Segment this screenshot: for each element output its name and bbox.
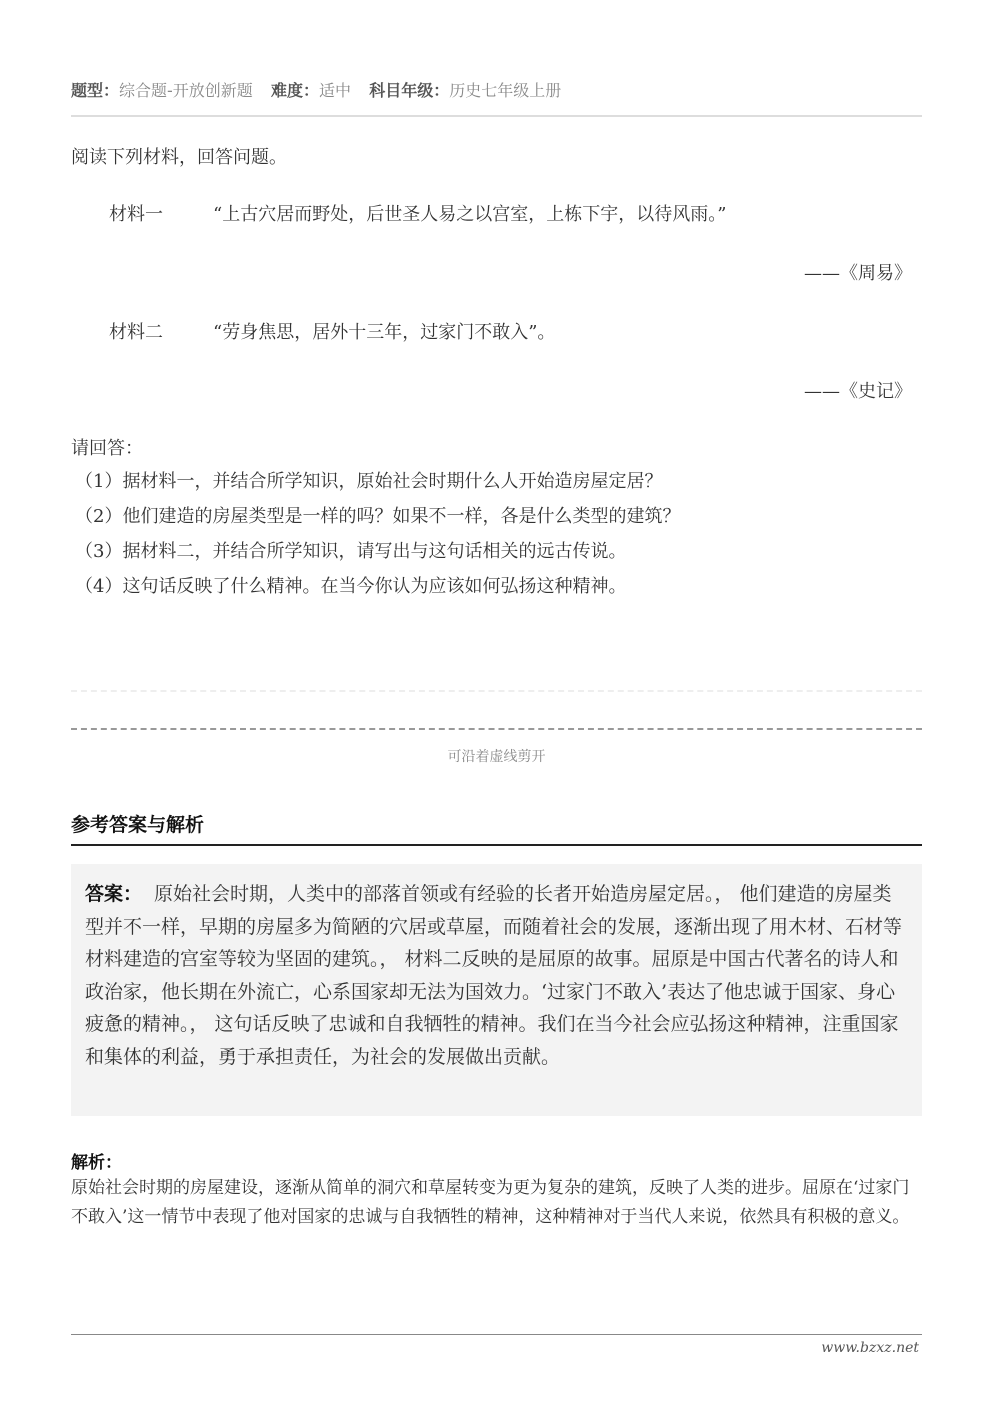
answer-text: 原始社会时期，人类中的部落首领或有经验的长者开始造房屋定居。， 他们建造的房屋类型并不一样，早期的房屋多为简陋的穴居或草屋，而随着社会的发展，逐渐出现了用木材、石材等材料建造的宫室等较为坚固的建筑。， 材料二反映的是屈原的故事。屈原是中国古代著名的诗人和政治家，他长期在外流亡，心系国家却无法为国效力。‘过家门不敢入’表达了他忠诚于国家、身心疲惫的精神。， 这句话反映了忠诚和自我牺牲的精神。我们在当今社会应弘扬这种精神，注重国家和集体的利益，勇于承担责任，为社会的发展做出贡献。 bbox=[85, 883, 903, 1068]
difficulty-label: 难度： bbox=[270, 81, 319, 100]
material-quote: “上古穴居而野处，后世圣人易之以宫室，上栋下宇，以待风雨。” bbox=[213, 204, 727, 225]
footer-divider bbox=[71, 1334, 922, 1335]
dashed-divider-light bbox=[71, 690, 922, 692]
meta-divider bbox=[71, 115, 922, 117]
footer-site: www.bzxz.net bbox=[821, 1340, 919, 1356]
material-label: 材料二 bbox=[109, 322, 163, 343]
analysis-text: 原始社会时期的房屋建设，逐渐从简单的洞穴和草屋转变为更为复杂的建筑，反映了人类的进步。屈原在‘过家门不敢入’这一情节中表现了他对国家的忠诚与自我牺牲的精神，这种精神对于当代人来说，依然具有积极的意义。 bbox=[71, 1178, 910, 1227]
question-list bbox=[75, 470, 680, 610]
material-quote: “劳身焦思，居外十三年，过家门不敢入”。 bbox=[213, 322, 556, 343]
material-label: 材料一 bbox=[109, 204, 163, 225]
question-item: （1）据材料一，并结合所学知识，原始社会时期什么人开始造房屋定居？ bbox=[75, 471, 663, 492]
answer-section-divider bbox=[71, 844, 922, 846]
analysis-label: 解析： bbox=[71, 1153, 122, 1173]
cut-line bbox=[71, 728, 922, 730]
material-two bbox=[109, 318, 555, 344]
answer-section-title: 参考答案与解析 bbox=[71, 814, 205, 836]
material-one-source: ——《周易》 bbox=[804, 263, 912, 284]
ask-prompt: 请回答： bbox=[71, 438, 143, 459]
question-meta bbox=[71, 78, 561, 101]
type-label: 题型： bbox=[71, 81, 120, 100]
subject-value: 历史七年级上册 bbox=[449, 81, 562, 100]
question-item: （3）据材料二，并结合所学知识，请写出与这句话相关的远古传说。 bbox=[75, 541, 627, 562]
answer-label: 答案： bbox=[85, 883, 143, 905]
question-item: （4）这句话反映了什么精神。在当今你认为应该如何弘扬这种精神。 bbox=[75, 576, 627, 597]
difficulty-value: 适中 bbox=[319, 81, 352, 100]
answer-box bbox=[71, 864, 922, 1116]
material-one bbox=[109, 200, 726, 226]
subject-label: 科目年级： bbox=[369, 81, 450, 100]
question-intro: 阅读下列材料，回答问题。 bbox=[71, 147, 287, 168]
question-item: （2）他们建造的房屋类型是一样的吗？如果不一样，各是什么类型的建筑？ bbox=[75, 506, 681, 527]
type-value: 综合题-开放创新题 bbox=[119, 81, 253, 100]
material-two-source: ——《史记》 bbox=[804, 381, 912, 402]
cut-hint: 可沿着虚线剪开 bbox=[447, 749, 546, 765]
